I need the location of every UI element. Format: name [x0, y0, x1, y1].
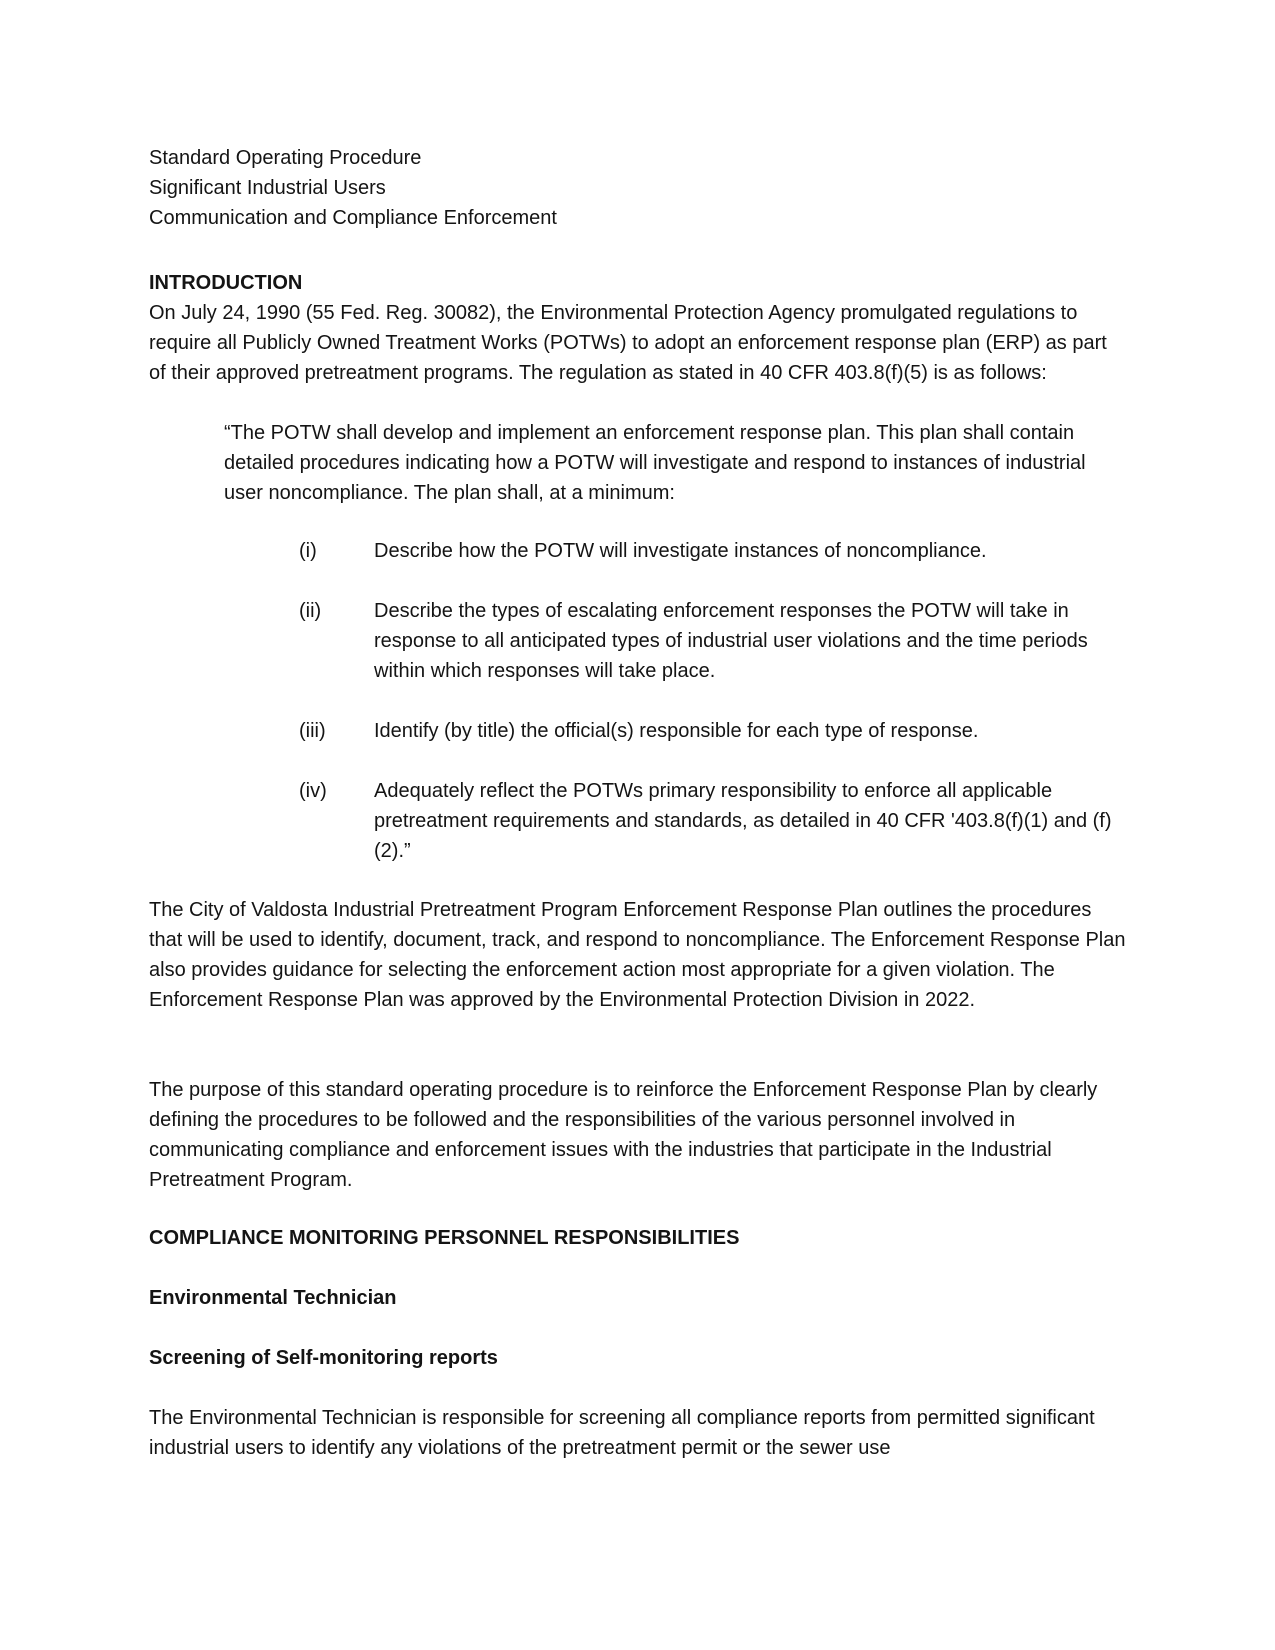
responsibilities-heading: COMPLIANCE MONITORING PERSONNEL RESPONSIBILITIES	[149, 1227, 740, 1249]
introduction-heading: INTRODUCTION	[149, 272, 303, 294]
introduction-paragraph: On July 24, 1990 (55 Fed. Reg. 30082), the Environmental Protection Agency promulgated regulations to require all Publicly Owned Treatment Works (POTWs) to adopt an enforcement response plan (ERP) as part of their approved pretreatment programs. The regulation as stated in 40 CFR 403.8(f)(5) is as follows:	[149, 302, 1107, 384]
header-line-3: Communication and Compliance Enforcement	[149, 207, 557, 229]
header-line-1: Standard Operating Procedure	[149, 147, 422, 169]
list-item-number: (ii)	[299, 600, 322, 622]
list-item-text: Adequately reflect the POTWs primary responsibility to enforce all applicable pretreatment requirements and standards, as detailed in 40 CFR '403.8(f)(1) and (f)(2).”	[374, 780, 1112, 862]
list-item-text: Describe the types of escalating enforcement responses the POTW will take in response to all anticipated types of industrial user violations and the time periods within which responses will take place.	[374, 600, 1088, 682]
document-header	[149, 143, 1129, 233]
regulation-quote: “The POTW shall develop and implement an enforcement response plan. This plan shall contain detailed procedures indicating how a POTW will investigate and respond to instances of industrial user noncompliance. The plan shall, at a minimum:	[224, 422, 1086, 504]
list-item-text: Describe how the POTW will investigate instances of noncompliance.	[374, 540, 987, 562]
purpose-paragraph: The purpose of this standard operating procedure is to reinforce the Enforcement Response Plan by clearly defining the procedures to be followed and the responsibilities of the various personnel involved in communicating compliance and enforcement issues with the industries that participate in the Industrial Pretreatment Program.	[149, 1079, 1098, 1191]
header-line-2: Significant Industrial Users	[149, 177, 386, 199]
screening-heading: Screening of Self-monitoring reports	[149, 1347, 498, 1369]
list-item-number: (iv)	[299, 780, 327, 802]
erp-paragraph: The City of Valdosta Industrial Pretreatment Program Enforcement Response Plan outlines the procedures that will be used to identify, document, track, and respond to noncompliance. The Enforcement Response Plan also provides guidance for selecting the enforcement action most appropriate for a given violation. The Enforcement Response Plan was approved by the Environmental Protection Division in 2022.	[149, 899, 1126, 1011]
environmental-technician-heading: Environmental Technician	[149, 1287, 397, 1309]
list-item-text: Identify (by title) the official(s) responsible for each type of response.	[374, 720, 979, 742]
list-item-number: (iii)	[299, 720, 326, 742]
screening-paragraph: The Environmental Technician is responsible for screening all compliance reports from permitted significant industrial users to identify any violations of the pretreatment permit or the sewer use	[149, 1407, 1095, 1459]
list-item-number: (i)	[299, 540, 317, 562]
